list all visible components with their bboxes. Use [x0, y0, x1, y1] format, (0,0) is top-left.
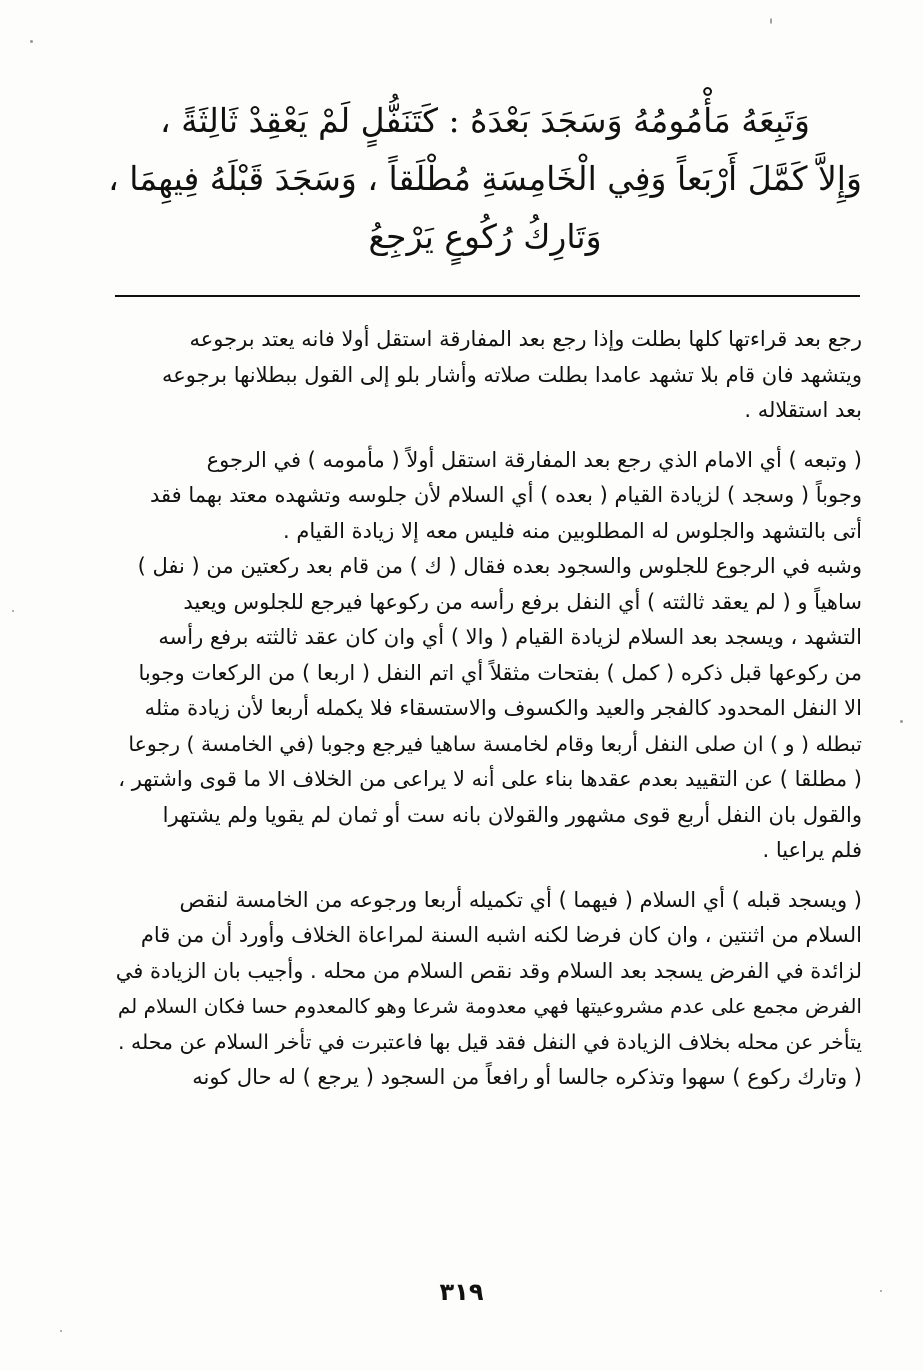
text-line: فلم يراعيا .: [762, 838, 862, 862]
scan-speck: [60, 1330, 62, 1332]
scan-speck: [900, 720, 903, 723]
separator-rule: [115, 295, 860, 297]
text-line: أتى بالتشهد والجلوس له المطلوبين منه فليس معه إلا زيادة القيام .: [282, 518, 862, 543]
paragraph-gap: [112, 429, 862, 443]
text-line: لزائدة في الفرض يسجد بعد السلام وقد نقص السلام من محله . وأجيب بان الزيادة في: [115, 958, 862, 983]
text-line: والقول بان النفل أربع قوى مشهور والقولان بانه ست أو ثمان لم يقويا ولم يشتهرا: [162, 802, 862, 827]
page-number: ٣١٩: [439, 1278, 484, 1306]
text-line: ساهياً و ( لم يعقد ثالثته ) أي النفل برفع رأسه من ركوعها فيرجع للجلوس ويعيد: [183, 589, 862, 614]
text-line: بعد استقلاله .: [744, 398, 862, 422]
text-line: الفرض مجمع على عدم مشروعيتها فهي معدومة شرعا وهو كالمعدوم حسا فكان السلام لم: [117, 994, 862, 1018]
text-line: ( وتارك ركوع ) سهوا وتذكره جالسا أو رافعاً من السجود ( يرجع ) له حال كونه: [192, 1065, 862, 1089]
verse-line: وَإِلاَّ كَمَّلَ أَرْبَعاً وَفِي الْخَامِسَةِ مُطْلَقاً ، وَسَجَدَ قَبْلَهُ فِيهِمَا ،: [108, 159, 862, 198]
text-line: من ركوعها قبل ذكره ( كمل ) بفتحات مثقلاً أي اتم النفل ( اربعا ) من الركعات وجوبا: [138, 660, 862, 685]
verse-line: وَتَارِكُ رُكُوعٍ يَرْجِعُ: [368, 217, 602, 256]
text-line: التشهد ، ويسجد بعد السلام لزيادة القيام ( والا ) أي وان كان عقد ثالثته برفع رأسه: [158, 625, 862, 649]
text-line: رجع بعد قراءتها كلها بطلت وإذا رجع بعد المفارقة استقل أولا فانه يعتد برجوعه: [189, 327, 862, 351]
text-line: ( وتبعه ) أي الامام الذي رجع بعد المفارقة استقل أولاً ( مأمومه ) في الرجوع: [206, 447, 862, 472]
verse-line: وَتَبِعَهُ مَأْمُومُهُ وَسَجَدَ بَعْدَهُ : كَتَنَفُّلٍ لَمْ يَعْقِدْ ثَالِثَةً ،: [159, 101, 810, 140]
scan-speck: [30, 40, 33, 43]
paragraph: [112, 883, 862, 1096]
paragraph: [112, 549, 862, 869]
text-line: يتأخر عن محله بخلاف الزيادة في النفل فقد قيل بها فاعتبرت في تأخر السلام عن محله .: [117, 1029, 862, 1054]
scan-speck: [12, 610, 14, 612]
text-line: الا النفل المحدود كالفجر والعيد والكسوف والاستسقاء فلا يكمله أربعا لأن زيادة مثله: [144, 696, 862, 720]
text-line: ويتشهد فان قام بلا تشهد عامدا بطلت صلاته وأشار بلو إلى القول ببطلانها برجوعه: [161, 362, 862, 387]
paragraph: [112, 322, 862, 429]
text-line: وشبه في الرجوع للجلوس والسجود بعده فقال ( ك ) من قام بعد ركعتين من ( نفل ): [137, 554, 862, 578]
commentary-text: [112, 322, 862, 1096]
paragraph: [112, 443, 862, 550]
verse-block: [90, 92, 880, 266]
scan-speck: [770, 18, 772, 24]
paragraph-gap: [112, 869, 862, 883]
text-line: السلام من اثنتين ، وان كان فرضا لكنه اشبه السنة لمراعاة الخلاف وأورد أن من قام: [140, 923, 862, 947]
text-line: ( ويسجد قبله ) أي السلام ( فيهما ) أي تكميله أربعا ورجوعه من الخامسة لنقص: [179, 887, 862, 912]
text-line: وجوباً ( وسجد ) لزيادة القيام ( بعده ) أي السلام لأن جلوسه وتشهده معتد بهما فقد: [149, 483, 862, 507]
text-line: ( مطلقا ) عن التقييد بعدم عقدها بناء على أنه لا يراعى من الخلاف الا ما قوى واشتهر ،: [118, 767, 862, 791]
scan-speck: [880, 1290, 882, 1292]
text-line: تبطله ( و ) ان صلى النفل أربعا وقام لخامسة ساهيا فيرجع وجوبا (في الخامسة ) رجوعا: [128, 731, 862, 756]
